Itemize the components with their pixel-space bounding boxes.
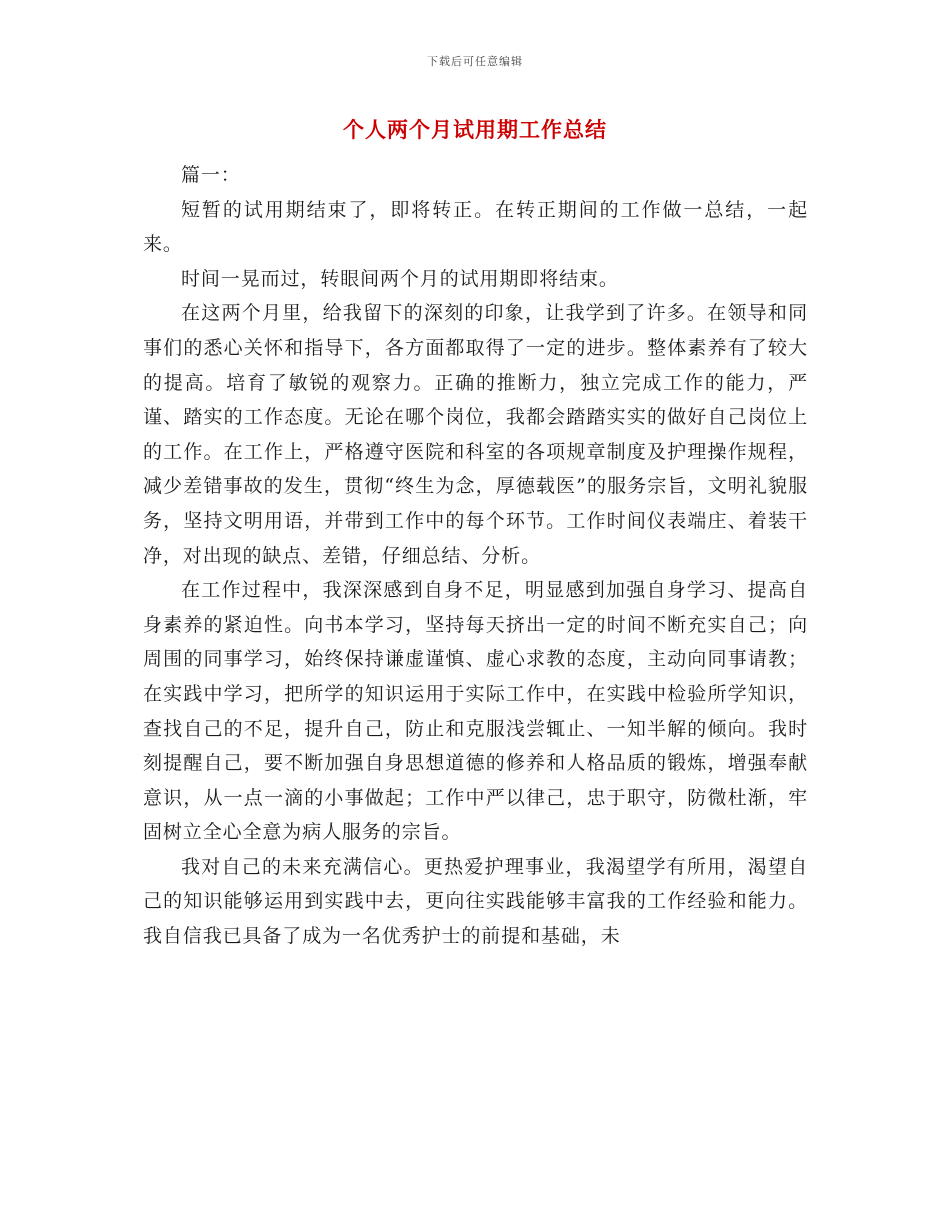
header-note: 下载后可任意编辑: [427, 55, 523, 68]
paragraph-section-label: 篇一：: [181, 164, 241, 186]
paragraph-1: 短暂的试用期结束了，即将转正。在转正期间的工作做一总结，一起来。: [143, 198, 808, 256]
paragraph-2: 时间一晃而过，转眼间两个月的试用期即将结束。: [181, 267, 619, 290]
paragraph-3: 在这两个月里，给我留下的深刻的印象，让我学到了许多。在领导和同事们的悉心关怀和指导下，各方面都取得了一定的进步。整体素养有了较大的提高。培育了敏锐的观察力。正确的推断力，独立完成工作的能力，严谨、踏实的工作态度。无论在哪个岗位，我都会踏踏实实的做好自己岗位上的工作。在工作上，严格遵守医院和科室的各项规章制度及护理操作规程，减少差错事故的发生，贯彻“终生为念，厚德载医”的服务宗旨，文明礼貌服务，坚持文明用语，并带到工作中的每个环节。工作时间仪表端庄、着装干净，对出现的缺点、差错，仔细总结、分析。: [143, 302, 808, 567]
document-body: [143, 158, 808, 954]
paragraph-5: 我对自己的未来充满信心。更热爱护理事业，我渴望学有所用，渴望自己的知识能够运用到实践中去，更向往实践能够丰富我的工作经验和能力。我自信我已具备了成为一名优秀护士的前提和基础，未: [143, 855, 808, 948]
document-title: 个人两个月试用期工作总结: [343, 117, 607, 142]
paragraph-4: 在工作过程中，我深深感到自身不足，明显感到加强自身学习、提高自身素养的紧迫性。向书本学习，坚持每天挤出一定的时间不断充实自己；向周围的同事学习，始终保持谦虚谨慎、虚心求教的态度，主动向同事请教；在实践中学习，把所学的知识运用于实际工作中，在实践中检验所学知识，查找自己的不足，提升自己，防止和克服浅尝辄止、一知半解的倾向。我时刻提醒自己，要不断加强自身思想道德的修养和人格品质的锻炼，增强奉献意识，从一点一滴的小事做起；工作中严以律己，忠于职守，防微杜渐，牢固树立全心全意为病人服务的宗旨。: [143, 579, 808, 844]
